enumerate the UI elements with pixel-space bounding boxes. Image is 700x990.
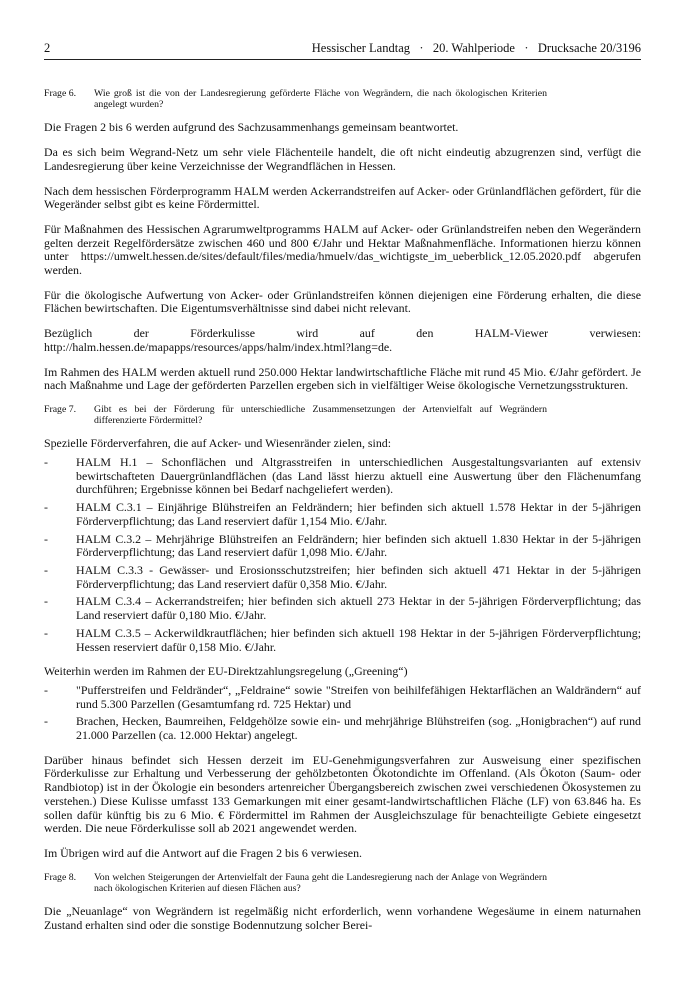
answer-paragraph: Im Rahmen des HALM werden aktuell rund 250.000 Hektar landwirtschaftliche Fläche mit rund 45 Mio. €/Jahr gefördert. Je nach Maßnahme und Lage der geförderten Parzellen ergeben sich in vielfältiger Weise ökologische Vernetzungsstrukturen. bbox=[44, 364, 641, 393]
answer-paragraph: Die Fragen 2 bis 6 werden aufgrund des Sachzusammenhangs gemeinsam beantwortet. bbox=[44, 120, 459, 135]
list-item: - "Pufferstreifen und Feldränder“, „Feldraine“ sowie "Streifen von beihilfefähigen Hektarflächen an Waldrändern“ auf rund 5.300 Parzellen (Gesamtumfang rd. 725 Hektar) und bbox=[44, 682, 641, 711]
page-header bbox=[44, 40, 641, 56]
running-head: Hessischer Landtag · 20. Wahlperiode · Drucksache 20/3196 bbox=[311, 41, 641, 55]
list-dash: - bbox=[44, 562, 48, 577]
question-6 bbox=[44, 88, 641, 110]
answer-paragraph: Im Übrigen wird auf die Antwort auf die Fragen 2 bis 6 verwiesen. bbox=[44, 845, 362, 860]
funding-measures-list bbox=[44, 456, 641, 654]
question-label: Frage 6. bbox=[44, 88, 77, 99]
list-dash: - bbox=[44, 531, 48, 546]
list-item: - HALM C.3.5 – Ackerwildkrautflächen; hier befinden sich aktuell 198 Hektar in der 5-jährigen Förderverpflichtung; Hessen reserviert dafür 0,158 Mio. €/Jahr. bbox=[44, 625, 641, 654]
page-number: 2 bbox=[44, 41, 51, 55]
list-item: - HALM C.3.1 – Einjährige Blühstreifen an Feldrändern; hier befinden sich aktuell 1.578 Hektar in der 5-jährigen Förderverpflichtung; das Land reserviert dafür 1,154 Mio. €/Jahr. bbox=[44, 500, 641, 528]
list-dash: - bbox=[44, 594, 48, 609]
question-text: Von welchen Steigerungen der Artenvielfalt der Fauna geht die Landesregierung nach der Anlage von Wegrändern nach ökologischen Kriterien auf diesen Flächen aus? bbox=[94, 871, 547, 894]
question-label: Frage 8. bbox=[44, 871, 77, 883]
list-item: - HALM C.3.3 - Gewässer- und Erosionsschutzstreifen; hier befinden sich aktuell 471 Hektar in der 5-jährigen Förderverpflichtung; das Land reserviert dafür 0,358 Mio. €/Jahr. bbox=[44, 562, 641, 591]
answer-paragraph: Weiterhin werden im Rahmen der EU-Direktzahlungsregelung („Greening“) bbox=[44, 664, 408, 679]
answer-paragraph: Nach dem hessischen Förderprogramm HALM werden Ackerrandstreifen auf Acker- oder Grünlandflächen gefördert, für die Wegeränder selbst gibt es keine Fördermittel. bbox=[44, 183, 641, 212]
question-label: Frage 7. bbox=[44, 403, 77, 415]
answer-paragraph: Darüber hinaus befindet sich Hessen derzeit im EU-Genehmigungsverfahren zur Ausweisung einer spezifischen Förderkulisse zur Erhaltung und Verbesserung der gehölzbetonten Ökotondichte im Offenland. (Als Ökoton (Saum- oder Randbiotop) ist in der Ökologie ein besonders artenreicher Übergangsbereich zwischen zwei verschiedenen Ökosystemen zu verstehen.) Diese Kulisse umfasst 133 Gemarkungen mit einer gesamt-landwirtschaftlichen Fläche (LF) von 63.846 ha. Es sollen dafür künftig bis zu 6 Mio. € Fördermittel im Rahmen der Ausgleichszulage für benachteiligte Gebiete eingesetzt werden. Die neue Förderkulisse soll ab 2021 angewendet werden. bbox=[44, 752, 641, 836]
list-item: - HALM H.1 – Schonflächen und Altgrasstreifen in unterschiedlichen Ausgestaltungsvarianten auf extensiv bewirtschafteten Dauergrünlandflächen (das Land lässt hierzu aktuell eine Auswertung über den Flächenumfang durchführen; Ergebnisse können bei Bedarf nachgeliefert werden). bbox=[44, 455, 641, 497]
header-divider bbox=[44, 59, 641, 60]
list-dash: - bbox=[44, 625, 48, 640]
question-text: Wie groß ist die von der Landesregierung geförderte Fläche von Wegrändern, die nach ökologischen Kriterien angelegt wurden? bbox=[94, 88, 547, 111]
question-text: Gibt es bei der Förderung für unterschiedliche Zusammensetzungen der Artenvielfalt auf Wegrändern differenzierte Fördermittel? bbox=[94, 403, 547, 427]
list-dash: - bbox=[44, 714, 48, 729]
answer-paragraph: Die „Neuanlage“ von Wegrändern ist regelmäßig nicht erforderlich, wenn vorhandene Wegesäume in einem naturnahen Zustand erhalten sind oder die sonstige Bodennutzung solcher Berei- bbox=[44, 904, 641, 932]
answer-paragraph: Bezüglich der Förderkulisse wird auf den HALM-Viewer verwiesen: http://halm.hessen.de/mapapps/resources/apps/halm/index.html?lang=de. bbox=[44, 326, 641, 354]
document-body bbox=[44, 88, 641, 943]
list-item: - HALM C.3.2 – Mehrjährige Blühstreifen an Feldrändern; hier befinden sich aktuell 1.830 Hektar in der 5-jährigen Förderverpflichtung; das Land reserviert dafür 1,098 Mio. €/Jahr. bbox=[44, 531, 641, 560]
list-dash: - bbox=[44, 455, 48, 470]
question-7 bbox=[44, 404, 641, 426]
answer-paragraph: Für Maßnahmen des Hessischen Agrarumweltprogramms HALM auf Acker- oder Grünlandstreifen neben den Wegerändern gelten derzeit Regelfördersätze zwischen 460 und 800 €/Jahr und Hektar Maßnahmenfläche. Informationen hierzu können unter https://umwelt.hessen.de/sites/default/files/media/hmuelv/das_wichtigste_im_ueberblick_12.05.2020.pdf abgerufen werden. bbox=[44, 221, 641, 278]
list-dash: - bbox=[44, 682, 48, 697]
greening-list bbox=[44, 684, 641, 743]
list-dash: - bbox=[44, 500, 48, 515]
list-item: - Brachen, Hecken, Baumreihen, Feldgehölze sowie ein- und mehrjährige Blühstreifen (sog. „Honigbrachen“) auf rund 21.000 Parzellen (ca. 12.000 Hektar) angelegt. bbox=[44, 714, 641, 743]
answer-paragraph: Für die ökologische Aufwertung von Acker- oder Grünlandstreifen können diejenigen eine Förderung erhalten, die diese Flächen bewirtschaften. Die Eigentumsverhältnisse sind dabei nicht relevant. bbox=[44, 287, 641, 316]
answer-paragraph: Da es sich beim Wegrand-Netz um sehr viele Flächenteile handelt, die oft nicht eindeutig abzugrenzen sind, verfügt die Landesregierung über keine Verzeichnisse der Wegrandflächen in Hessen. bbox=[44, 145, 641, 173]
list-item: - HALM C.3.4 – Ackerrandstreifen; hier befinden sich aktuell 273 Hektar in der 5-jährigen Förderverpflichtung; das Land reserviert dafür 0,180 Mio. €/Jahr. bbox=[44, 594, 641, 623]
question-8 bbox=[44, 872, 641, 894]
answer-paragraph: Spezielle Förderverfahren, die auf Acker- und Wiesenränder zielen, sind: bbox=[44, 436, 392, 451]
